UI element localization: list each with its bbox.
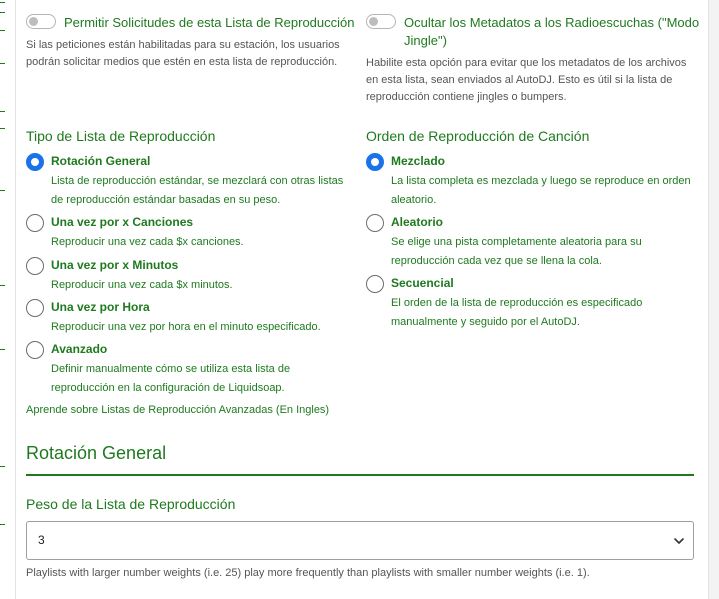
scrollbar-track[interactable] (708, 0, 719, 599)
radio-label: Avanzado (51, 342, 108, 356)
request-toggle-help: Si las peticiones están habilitadas para su estación, los usuarios podrán solicitar medios que estén en esta lista de reproducción. (26, 39, 340, 68)
jingle-mode-toggle-switch[interactable] (366, 14, 396, 29)
radio-general-rotation[interactable] (26, 153, 44, 171)
playlist-type-title: Tipo de Lista de Reproducción (26, 128, 216, 144)
radio-shuffled[interactable] (366, 153, 384, 171)
radio-label: Una vez por x Canciones (51, 215, 194, 229)
general-rotation-heading: Rotación General (26, 443, 167, 463)
playlist-weight-select[interactable] (26, 521, 694, 560)
playlist-weight-value: 3 (38, 533, 45, 547)
radio-sequential[interactable] (366, 275, 384, 293)
radio-option-shuffled[interactable] (366, 153, 691, 210)
jingle-mode-help: Habilite esta opción para evitar que los metadatos de los archivos en esta lista, sean enviados al AutoDJ. Esto es útil si la lista de reproducción contiene jingles o bumpers. (366, 57, 687, 103)
radio-option-once-per-songs[interactable] (26, 214, 244, 252)
radio-description: Reproducir una vez cada $x canciones. (51, 236, 244, 248)
song-order-title: Orden de Reproducción de Canción (366, 128, 590, 144)
left-panel-edge (0, 0, 16, 599)
section-divider (26, 474, 694, 476)
radio-option-sequential[interactable] (366, 275, 642, 332)
radio-description: Reproducir una vez cada $x minutos. (51, 279, 233, 291)
playlist-weight-help: Playlists with larger number weights (i.e. 25) play more frequently than playlists with smaller number weights (i.e. 1). (26, 567, 590, 579)
radio-label: Mezclado (391, 154, 446, 168)
request-toggle-group (26, 14, 356, 71)
request-toggle-switch[interactable] (26, 14, 56, 29)
request-toggle-label[interactable]: Permitir Solicitudes de esta Lista de Reproducción (64, 15, 355, 30)
jingle-toggle-group (366, 14, 701, 106)
radio-once-per-minutes[interactable] (26, 257, 44, 275)
radio-description: La lista completa es mezclada y luego se reproduce en orden aleatorio. (391, 175, 691, 206)
radio-once-per-hour[interactable] (26, 299, 44, 317)
radio-description: Definir manualmente cómo se utiliza esta lista de reproducción en la configuración de Liquidsoap. (51, 363, 291, 394)
playlist-weight-label: Peso de la Lista de Reproducción (26, 496, 236, 512)
jingle-mode-toggle-label[interactable]: Ocultar los Metadatos a los Radioescuchas ("Modo Jingle") (404, 15, 700, 48)
radio-option-once-per-minutes[interactable] (26, 257, 233, 295)
radio-description: Lista de reproducción estándar, se mezclará con otras listas de reproducción estándar basadas en su peso. (51, 175, 344, 206)
radio-label: Una vez por x Minutos (51, 258, 179, 272)
radio-advanced[interactable] (26, 341, 44, 359)
radio-description: Reproducir una vez por hora en el minuto especificado. (51, 321, 321, 333)
radio-label: Rotación General (51, 154, 151, 168)
advanced-playlists-link[interactable]: Aprende sobre Listas de Reproducción Avanzadas (En Ingles) (26, 404, 330, 416)
radio-label: Una vez por Hora (51, 300, 150, 314)
radio-description: Se elige una pista completamente aleatoria para su reproducción cada vez que se llena la cola. (391, 236, 642, 267)
radio-option-once-per-hour[interactable] (26, 299, 321, 337)
radio-once-per-songs[interactable] (26, 214, 44, 232)
radio-random[interactable] (366, 214, 384, 232)
radio-option-general-rotation[interactable] (26, 153, 343, 210)
radio-label: Aleatorio (391, 215, 444, 229)
radio-label: Secuencial (391, 276, 454, 290)
radio-option-random[interactable] (366, 214, 642, 271)
radio-description: El orden de la lista de reproducción es especificado manualmente y seguido por el AutoDJ. (391, 297, 643, 328)
radio-option-advanced[interactable] (26, 341, 290, 398)
chevron-down-icon (673, 534, 685, 552)
